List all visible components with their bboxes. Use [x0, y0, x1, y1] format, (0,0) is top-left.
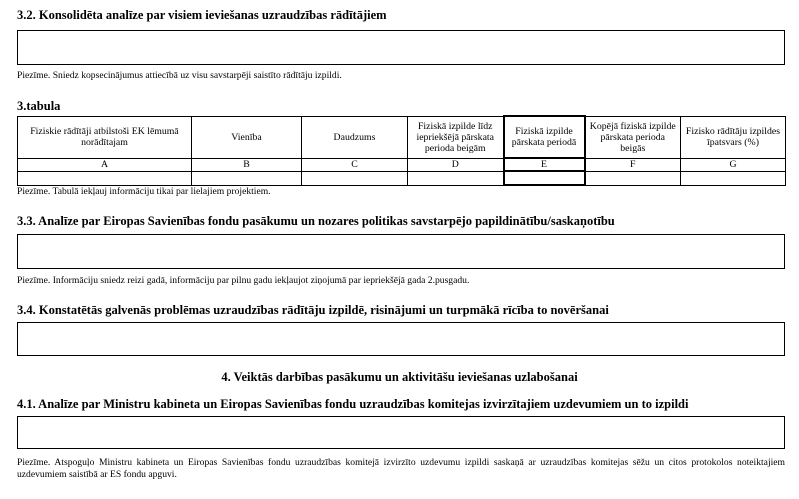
- table-cell[interactable]: [18, 171, 192, 185]
- section-4-1-note: Piezīme. Atspoguļo Ministru kabineta un Eiropas Savienības fondu uzraudzības komitejā izvirzīto uzdevumu izpildi saskaņā ar uzraudzības komitejas sēžu un citos protokolos noteiktajiem uzdevumiem saistībā ar ES fondu apguvi.: [17, 457, 785, 480]
- table-cell[interactable]: [192, 171, 302, 185]
- header-cell: Fiziskie rādītāji atbilstoši EK lēmumā norādītajam: [18, 116, 192, 158]
- column-letter: C: [302, 158, 408, 171]
- header-cell: Kopējā fiziskā izpilde pārskata perioda beigās: [585, 116, 681, 158]
- table-cell[interactable]: [408, 171, 504, 185]
- header-cell: Daudzums: [302, 116, 408, 158]
- column-letter: F: [585, 158, 681, 171]
- section-3-2-text-box[interactable]: [17, 30, 785, 65]
- table-3-note: Piezīme. Tabulā iekļauj informāciju tikai par lielajiem projektiem.: [17, 186, 271, 197]
- table-3-caption: 3.tabula: [17, 99, 61, 113]
- table-cell[interactable]: [302, 171, 408, 185]
- table-cell[interactable]: [681, 171, 786, 185]
- column-letter: A: [18, 158, 192, 171]
- section-3-4-title: 3.4. Konstatētās galvenās problēmas uzraudzības rādītāju izpildē, risinājumi un turpmākā rīcība to novēršanai: [17, 303, 609, 317]
- table-cell[interactable]: [504, 171, 585, 185]
- header-cell: Fiziskā izpilde līdz iepriekšējā pārskata perioda beigām: [408, 116, 504, 158]
- header-cell: Fiziskā izpilde pārskata periodā: [504, 116, 585, 158]
- section-3-3-note: Piezīme. Informāciju sniedz reizi gadā, informāciju par pilnu gadu iekļaujot ziņojumā par iepriekšējā gada 2.pusgadu.: [17, 275, 470, 286]
- column-letter: E: [504, 158, 585, 171]
- column-letter: B: [192, 158, 302, 171]
- section-3-2-note: Piezīme. Sniedz kopsecinājumus attiecībā uz visu savstarpēji saistīto rādītāju izpildi.: [17, 70, 342, 81]
- column-letter: G: [681, 158, 786, 171]
- header-cell: Vienība: [192, 116, 302, 158]
- table-row: [18, 171, 786, 185]
- header-cell: Fizisko rādītāju izpildes īpatsvars (%): [681, 116, 786, 158]
- table-letter-row: [18, 158, 786, 171]
- section-4-1-text-box[interactable]: [17, 416, 785, 449]
- table-cell[interactable]: [585, 171, 681, 185]
- table-header-row: [18, 116, 786, 158]
- table-3: [17, 115, 786, 186]
- section-4-title: 4. Veiktās darbības pasākumu un aktivitāšu ieviešanas uzlabošanai: [221, 370, 578, 384]
- section-4-1-title: 4.1. Analīze par Ministru kabineta un Eiropas Savienības fondu uzraudzības komitejas izvirzītajiem uzdevumiem un to izpildi: [17, 397, 689, 411]
- section-3-2-title: 3.2. Konsolidēta analīze par visiem ieviešanas uzraudzības rādītājiem: [17, 8, 387, 22]
- section-3-3-title: 3.3. Analīze par Eiropas Savienības fondu pasākumu un nozares politikas savstarpējo papildinātību/saskaņotību: [17, 214, 615, 228]
- section-3-4-text-box[interactable]: [17, 322, 785, 356]
- column-letter: D: [408, 158, 504, 171]
- section-3-3-text-box[interactable]: [17, 234, 785, 269]
